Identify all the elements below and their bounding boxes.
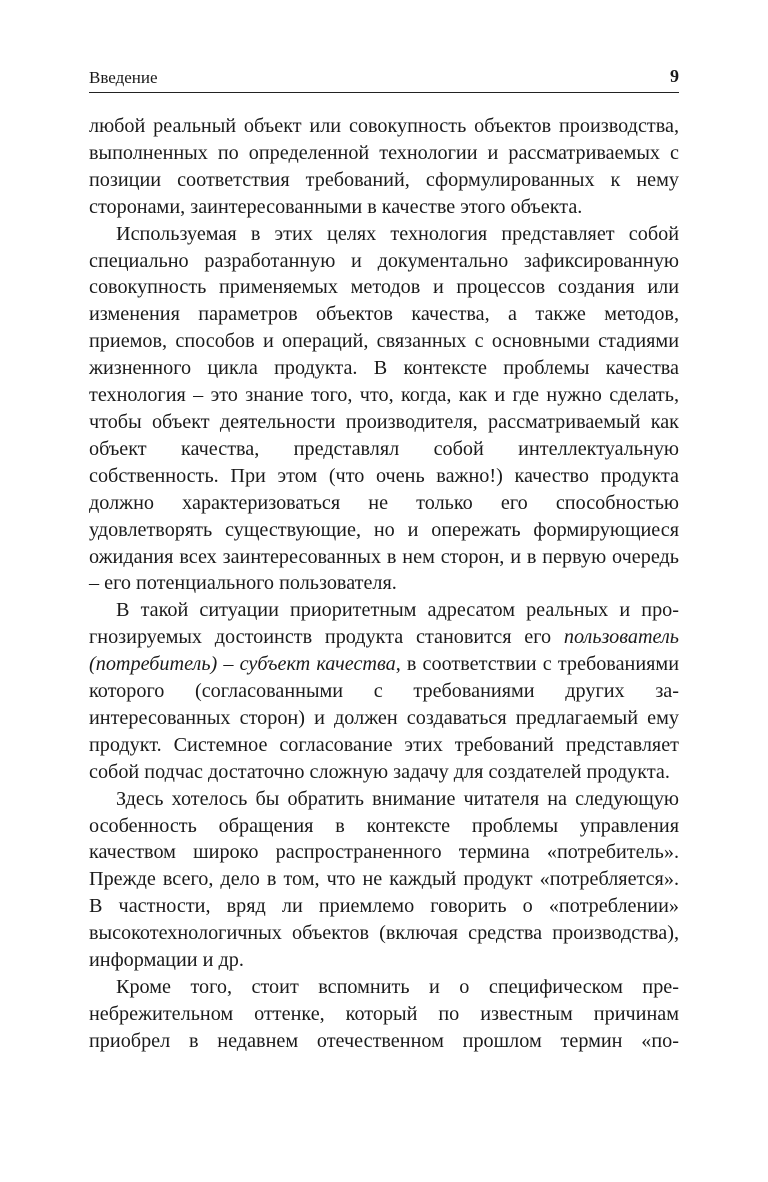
page-header <box>89 66 679 93</box>
paragraph-3-text-before: В такой ситуации приоритетным адресатом реальных и прогнозируемых достоинств продукта становится его <box>89 599 679 649</box>
paragraph-3 <box>89 597 679 785</box>
paragraph-4: Здесь хотелось бы обратить внимание читателя на следующую особенность обращения в контексте проблемы управления качеством широко распространенного термина «потребитель». Прежде всего, дело в том, что не каждый продукт «потребляется». В частности, вряд ли приемлемо говорить о «потреблении» высокотехнологичных объектов (включая средства производства), информации и др. <box>89 787 679 972</box>
paragraph-3-italic-term: пользователь (потребитель) – субъект качества <box>89 626 679 676</box>
paragraph-2: Используемая в этих целях технология представляет собой специально разработанную и документально зафиксированную совокупность применяемых методов и процессов создания или изменения параметров объектов качества, а также методов, приемов, способов и операций, связанных с основными стадиями жизненного цикла продукта. В контексте проблемы качества технология – это знание того, что, когда, как и где нужно сделать, чтобы объект деятельности производителя, рассматриваемый как объект качества, представлял собой интеллектуальную собственность. При этом (что очень важно!) качество продукта должно характеризоваться не только его способностью удовлетворять существующие, но и опережать формирующиеся ожидания всех заинтересованных в нем сторон, и в первую очередь – его потенциального пользователя. <box>89 222 679 595</box>
paragraph-1: любой реальный объект или совокупность объектов производства, выполненных по определенной технологии и рассматриваемых с позиции соответствия требований, сформулированных к нему сторонами, заинтересованными в качестве этого объекта. <box>89 115 679 218</box>
body-text <box>89 113 679 1055</box>
page-number: 9 <box>670 66 679 86</box>
paragraph-3-text-after: , в соответствии с требованиями которого (согласованными с требованиями других заинтересованных сторон) и должен создаваться предлагаемый ему продукт. Системное согласование этих требований представляет собой подчас достаточно сложную задачу для создателей продукта. <box>89 653 680 783</box>
running-head: Введение <box>89 68 158 87</box>
paragraph-5: Кроме того, стоит вспомнить и о специфическом пренебрежительном оттенке, который по известным причинам приобрел в недавнем отечественном прошлом термин «по- <box>89 976 679 1052</box>
